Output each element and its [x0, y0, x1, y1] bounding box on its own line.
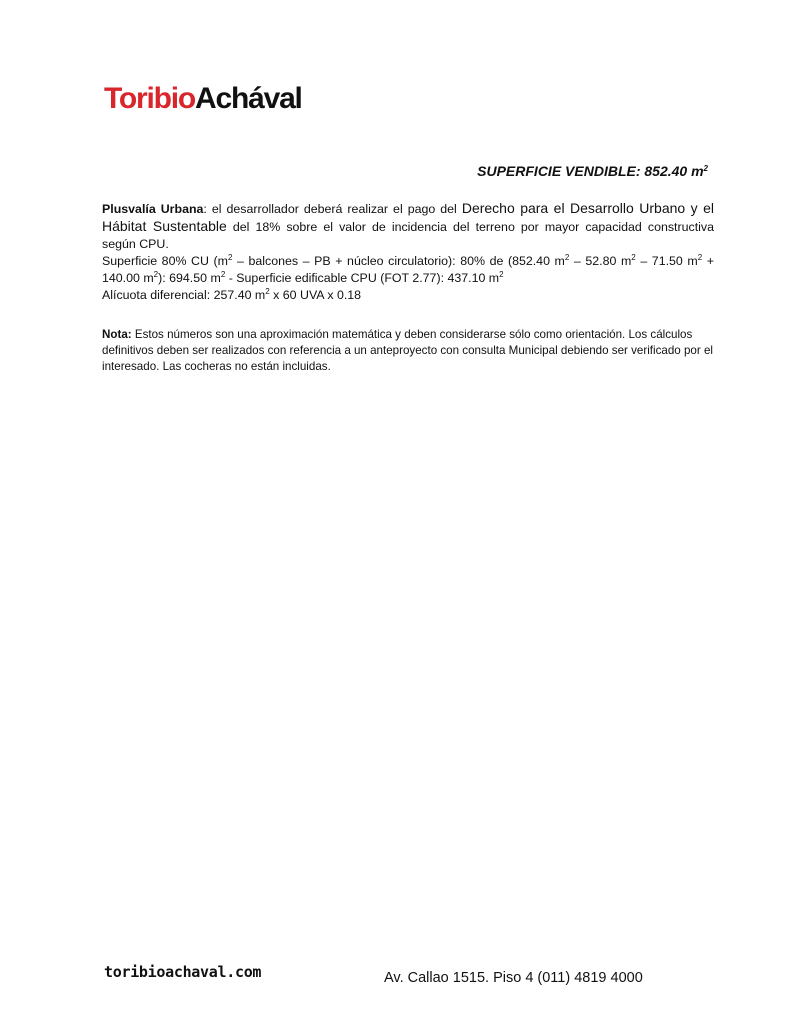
superscript: 2	[564, 253, 570, 262]
superscript: 2	[220, 270, 226, 279]
superscript: 2	[153, 270, 159, 279]
alicuota-paragraph	[102, 287, 714, 304]
superficie-text: – 52.80 m	[569, 254, 632, 268]
superscript: 2	[631, 253, 636, 262]
superscript: 2	[697, 253, 703, 262]
plusvalia-paragraph	[102, 200, 714, 253]
alicuota-text: x 60 UVA x 0.18	[269, 288, 362, 302]
superficie-text: – 71.50 m	[635, 254, 698, 268]
logo-part-toribio: Toribio	[104, 82, 196, 115]
plusvalia-text-1: : el desarrollador deberá realizar el pago del	[203, 202, 462, 216]
superficie-text: + 140.00 m	[102, 254, 714, 285]
company-logo	[104, 84, 302, 114]
superficie-text: Superficie 80% CU (m	[102, 254, 228, 268]
alicuota-text: Alícuota diferencial: 257.40 m	[102, 288, 266, 302]
logo-part-achaval: Achával	[195, 82, 302, 115]
note-section	[102, 327, 714, 375]
superscript: 2	[265, 287, 270, 296]
superscript: 2	[499, 270, 504, 279]
footer-address: Av. Callao 1515. Piso 4 (011) 4819 4000	[384, 970, 643, 986]
note-label: Nota:	[102, 328, 132, 341]
superficie-text: - Superficie edificable CPU (FOT 2.77): 437.10 m	[225, 271, 500, 285]
superficie-paragraph	[102, 253, 714, 287]
document-body	[102, 200, 714, 304]
sellable-area-text: SUPERFICIE VENDIBLE: 852.40 m	[477, 163, 704, 179]
footer-website: toribioachaval.com	[104, 963, 262, 981]
note-paragraph	[102, 327, 714, 375]
superficie-text: ): 694.50 m	[158, 271, 221, 285]
superscript: 2	[703, 164, 708, 173]
plusvalia-label: Plusvalía Urbana	[102, 202, 204, 216]
note-text: Estos números son una aproximación matemática y deben considerarse sólo como orientación. Los cálculos definitivos deben ser realizados con referencia a un anteproyecto con consulta Municipal debiendo ser verificado por el interesado. Las cocheras no están incluidas.	[102, 328, 713, 373]
superscript: 2	[227, 253, 233, 262]
plusvalia-highlight: Derecho para el Desarrollo Urbano y el Hábitat Sustentable	[102, 200, 714, 234]
plusvalia-text-2: del 18% sobre el valor de incidencia del terreno por mayor capacidad constructiva según CPU.	[102, 220, 714, 251]
sellable-area-heading	[477, 163, 708, 179]
superficie-text: – balcones – PB + núcleo circulatorio): 80% de (852.40 m	[232, 254, 565, 268]
